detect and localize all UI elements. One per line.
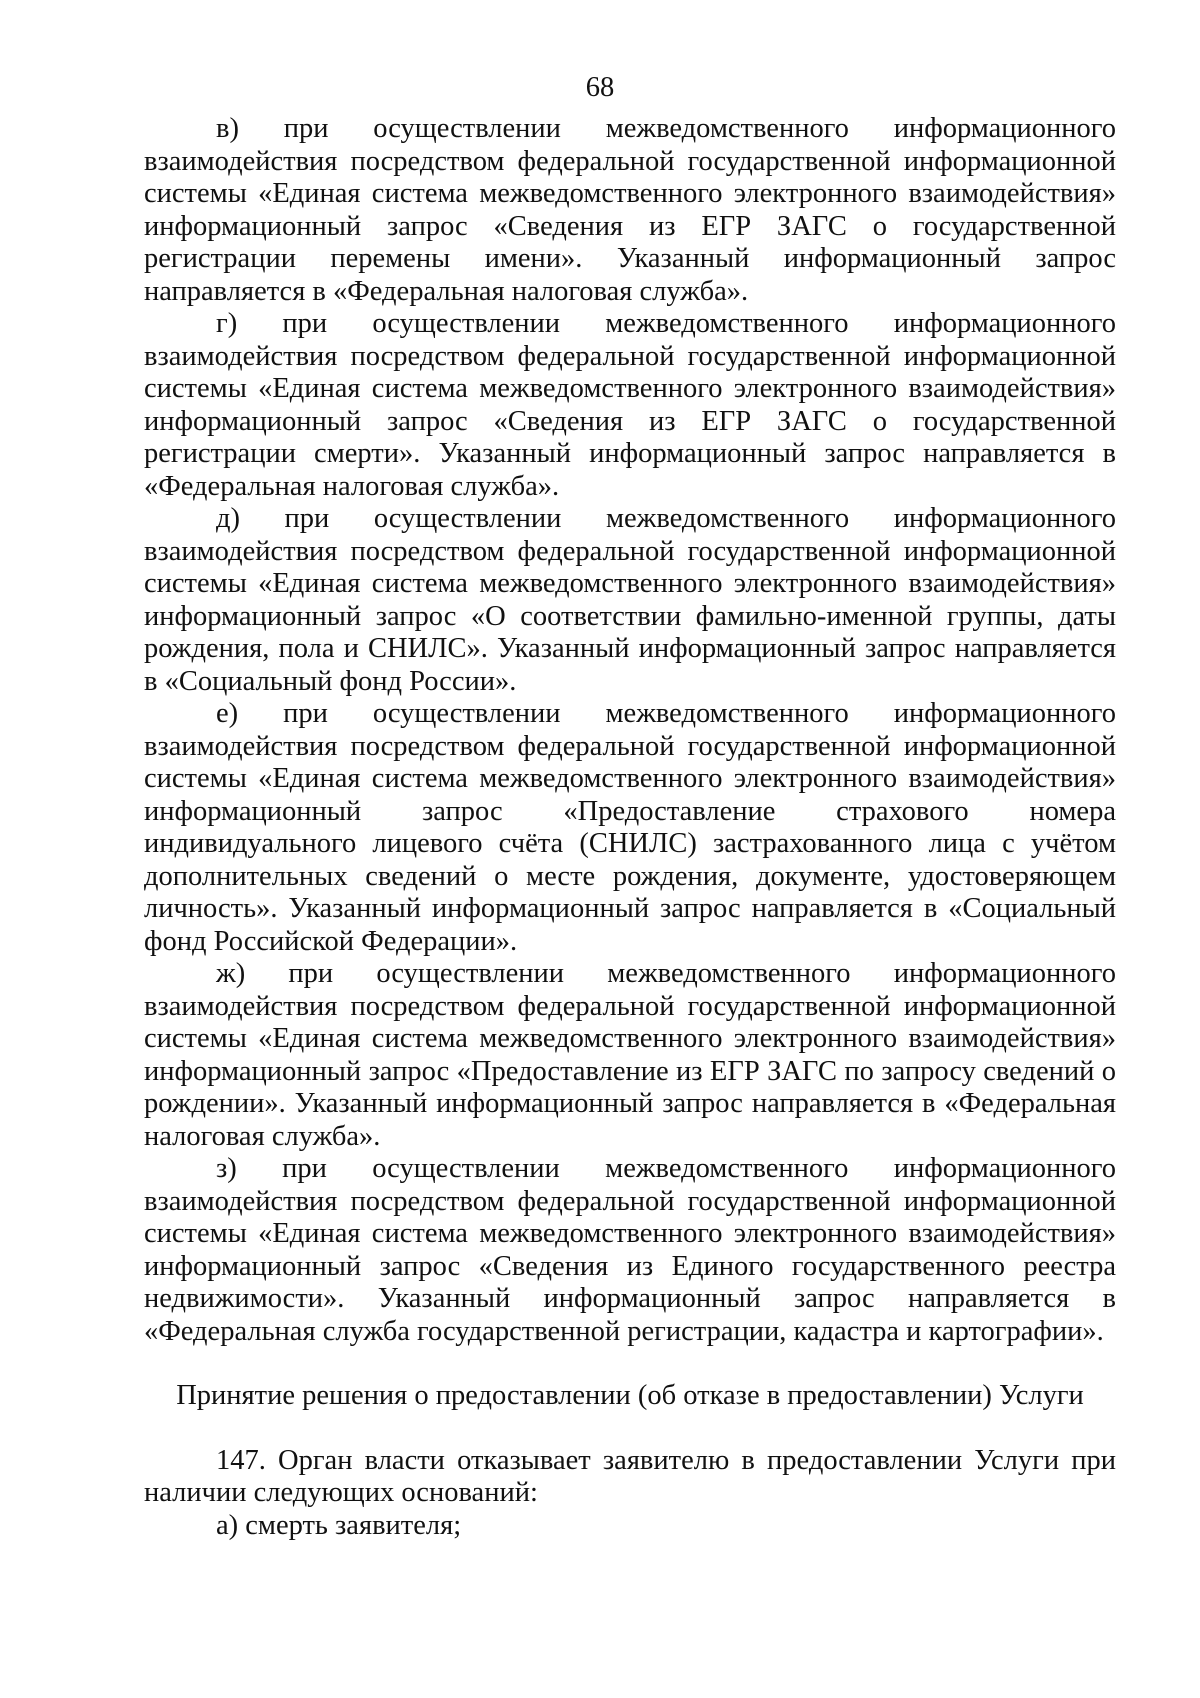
- document-body: [144, 113, 1116, 1542]
- paragraph-zh: ж) при осуществлении межведомственного информационного взаимодействия посредством федеральной государственной информационной системы «Единая система межведомственного электронного взаимодействия» информационный запрос «Предоставление из ЕГР ЗАГС по запросу сведений о рождении». Указанный информационный запрос направляется в «Федеральная налоговая служба».: [144, 958, 1116, 1152]
- paragraph-e: е) при осуществлении межведомственного информационного взаимодействия посредством федеральной государственной информационной системы «Единая система межведомственного электронного взаимодействия» информационный запрос «Предоставление страхового номера индивидуального лицевого счёта (СНИЛС) застрахованного лица с учётом дополнительных сведений о месте рождения, документе, удостоверяющем личность». Указанный информационный запрос направляется в «Социальный фонд Российской Федерации».: [144, 698, 1116, 957]
- section-heading: Принятие решения о предоставлении (об отказе в предоставлении) Услуги: [176, 1380, 1084, 1411]
- paragraph-v: в) при осуществлении межведомственного информационного взаимодействия посредством федеральной государственной информационной системы «Единая система межведомственного электронного взаимодействия» информационный запрос «Сведения из ЕГР ЗАГС о государственной регистрации перемены имени». Указанный информационный запрос направляется в «Федеральная налоговая служба».: [144, 113, 1116, 307]
- paragraph-g: г) при осуществлении межведомственного информационного взаимодействия посредством федеральной государственной информационной системы «Единая система межведомственного электронного взаимодействия» информационный запрос «Сведения из ЕГР ЗАГС о государственной регистрации смерти». Указанный информационный запрос направляется в «Федеральная налоговая служба».: [144, 308, 1116, 502]
- paragraph-z: з) при осуществлении межведомственного информационного взаимодействия посредством федеральной государственной информационной системы «Единая система межведомственного электронного взаимодействия» информационный запрос «Сведения из Единого государственного реестра недвижимости». Указанный информационный запрос направляется в «Федеральная служба государственной регистрации, кадастра и картографии».: [144, 1153, 1116, 1347]
- page-number: 68: [585, 72, 615, 103]
- paragraph-a: а) смерть заявителя;: [216, 1509, 462, 1541]
- paragraph-147: 147. Орган власти отказывает заявителю в предоставлении Услуги при наличии следующих оснований:: [144, 1444, 1116, 1508]
- paragraph-d: д) при осуществлении межведомственного информационного взаимодействия посредством федеральной государственной информационной системы «Единая система межведомственного электронного взаимодействия» информационный запрос «О соответствии фамильно-именной группы, даты рождения, пола и СНИЛС». Указанный информационный запрос направляется в «Социальный фонд России».: [144, 503, 1116, 697]
